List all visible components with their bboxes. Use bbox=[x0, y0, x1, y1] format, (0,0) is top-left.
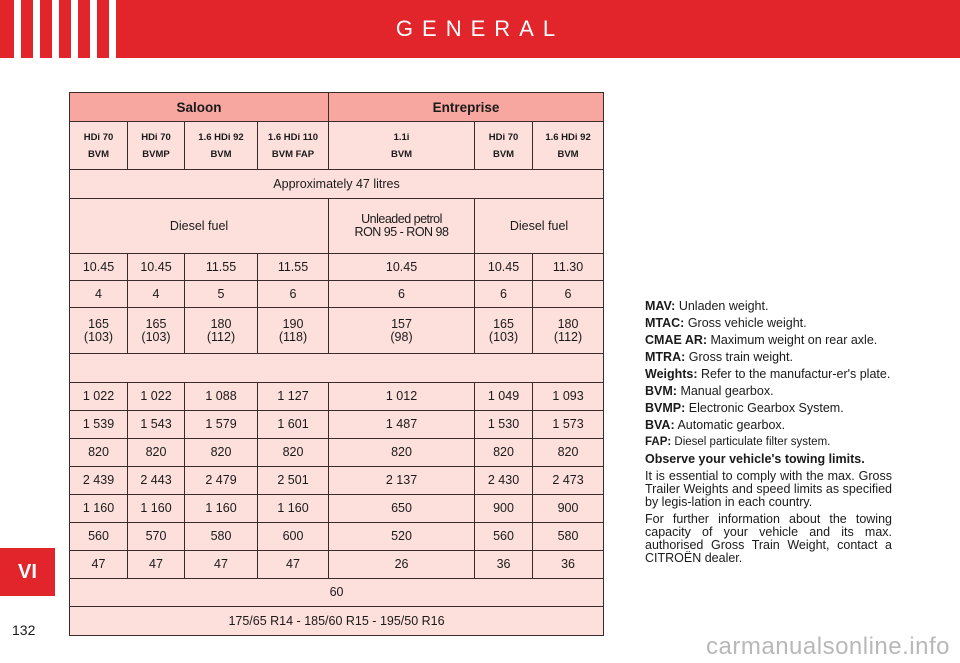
fuel-type-row bbox=[70, 199, 604, 254]
speed-cell: 157 (98) bbox=[329, 308, 475, 354]
speed-cell: 165 (103) bbox=[128, 308, 185, 354]
table-cell: 5 bbox=[185, 281, 258, 308]
table-cell: 47 bbox=[258, 551, 329, 579]
table-cell: 6 bbox=[475, 281, 533, 308]
table-cell: 36 bbox=[475, 551, 533, 579]
table-row bbox=[70, 383, 604, 411]
notes-panel bbox=[645, 300, 892, 569]
table-cell: 47 bbox=[128, 551, 185, 579]
table-row bbox=[70, 495, 604, 523]
fuel-capacity: Approximately 47 litres bbox=[70, 170, 604, 199]
note-bvm: BVM: Manual gearbox. bbox=[645, 384, 774, 398]
table-cell: 900 bbox=[533, 495, 604, 523]
table-cell: 1 601 bbox=[258, 411, 329, 439]
table-cell: 1 022 bbox=[128, 383, 185, 411]
table-cell: 10.45 bbox=[128, 254, 185, 281]
table-cell: 11.55 bbox=[185, 254, 258, 281]
model-header-row bbox=[70, 122, 604, 170]
table-cell: 600 bbox=[258, 523, 329, 551]
table-cell: 10.45 bbox=[70, 254, 128, 281]
fuel-type-diesel: Diesel fuel bbox=[70, 199, 329, 254]
table-cell: 820 bbox=[185, 439, 258, 467]
table-cell: 1 022 bbox=[70, 383, 128, 411]
table-cell: 1 487 bbox=[329, 411, 475, 439]
table-cell: 570 bbox=[128, 523, 185, 551]
table-cell: 47 bbox=[70, 551, 128, 579]
table-row bbox=[70, 579, 604, 607]
watermark: carmanualsonline.info bbox=[706, 633, 950, 660]
note-mtac: MTAC: Gross vehicle weight. bbox=[645, 316, 807, 330]
note-mtra: MTRA: Gross train weight. bbox=[645, 350, 793, 364]
table-cell: 4 bbox=[128, 281, 185, 308]
note-bva: BVA: Automatic gearbox. bbox=[645, 418, 786, 432]
table-cell: 36 bbox=[533, 551, 604, 579]
table-cell: 11.55 bbox=[258, 254, 329, 281]
table-cell: 1 543 bbox=[128, 411, 185, 439]
towing-paragraph: For further information about the towing capacity of your vehicle and its max. authorised Gross Train Weight, contact a CITROËN dealer. bbox=[645, 512, 892, 565]
group-saloon: Saloon bbox=[70, 93, 329, 122]
table-cell: 1 160 bbox=[128, 495, 185, 523]
towing-heading: Observe your vehicle's towing limits. bbox=[645, 452, 865, 466]
page-number: 132 bbox=[12, 622, 36, 638]
table-cell: 1 539 bbox=[70, 411, 128, 439]
table-row bbox=[70, 411, 604, 439]
table-row bbox=[70, 523, 604, 551]
table-cell: 900 bbox=[475, 495, 533, 523]
table-cell: 26 bbox=[329, 551, 475, 579]
table-cell: 6 bbox=[258, 281, 329, 308]
table-cell: 2 137 bbox=[329, 467, 475, 495]
fuel-capacity-row bbox=[70, 170, 604, 199]
speed-cell: 165 (103) bbox=[475, 308, 533, 354]
tyres-row bbox=[70, 607, 604, 636]
speed-cell: 190 (118) bbox=[258, 308, 329, 354]
table-cell: 650 bbox=[329, 495, 475, 523]
table-cell: 2 430 bbox=[475, 467, 533, 495]
header-bar bbox=[0, 0, 960, 58]
table-cell: 4 bbox=[70, 281, 128, 308]
table-cell: 60 bbox=[70, 579, 604, 607]
table-row bbox=[70, 439, 604, 467]
model-cell: 1.6 HDi 92 BVM bbox=[185, 122, 258, 170]
table-cell: 10.45 bbox=[329, 254, 475, 281]
table-cell: 10.45 bbox=[475, 254, 533, 281]
table-cell: 1 012 bbox=[329, 383, 475, 411]
table-cell: 1 049 bbox=[475, 383, 533, 411]
note-fap: FAP: Diesel particulate filter system. bbox=[645, 436, 831, 448]
table-cell: 820 bbox=[128, 439, 185, 467]
table-row bbox=[70, 254, 604, 281]
table-cell: 6 bbox=[533, 281, 604, 308]
speed-row bbox=[70, 308, 604, 354]
table-cell: 2 473 bbox=[533, 467, 604, 495]
table-cell: 820 bbox=[533, 439, 604, 467]
model-cell: 1.1i BVM bbox=[329, 122, 475, 170]
fuel-type-petrol: Unleaded petrol RON 95 - RON 98 bbox=[329, 199, 475, 254]
table-cell: 580 bbox=[533, 523, 604, 551]
empty-row bbox=[70, 354, 604, 383]
note-weights: Weights: Refer to the manufactur-er's plate. bbox=[645, 367, 891, 381]
model-cell: HDi 70 BVM bbox=[475, 122, 533, 170]
table-cell: 560 bbox=[475, 523, 533, 551]
model-cell: 1.6 HDi 92 BVM bbox=[533, 122, 604, 170]
table-cell: 580 bbox=[185, 523, 258, 551]
group-header-row bbox=[70, 93, 604, 122]
table-row bbox=[70, 281, 604, 308]
page-title: GENERAL bbox=[395, 16, 565, 41]
table-cell: 2 439 bbox=[70, 467, 128, 495]
table-cell: 6 bbox=[329, 281, 475, 308]
speed-cell: 180 (112) bbox=[533, 308, 604, 354]
table-row bbox=[70, 467, 604, 495]
table-cell: 820 bbox=[258, 439, 329, 467]
table-cell: 1 573 bbox=[533, 411, 604, 439]
table-cell: 1 579 bbox=[185, 411, 258, 439]
section-tab: VI bbox=[0, 548, 55, 596]
table-cell: 1 160 bbox=[185, 495, 258, 523]
table-cell: 2 479 bbox=[185, 467, 258, 495]
table-cell: 2 501 bbox=[258, 467, 329, 495]
empty-cell bbox=[70, 354, 604, 383]
note-cmae: CMAE AR: Maximum weight on rear axle. bbox=[645, 333, 878, 347]
table-cell: 1 530 bbox=[475, 411, 533, 439]
model-cell: HDi 70 BVM bbox=[70, 122, 128, 170]
table-cell: 820 bbox=[70, 439, 128, 467]
table-cell: 820 bbox=[475, 439, 533, 467]
table-row bbox=[70, 551, 604, 579]
table-cell: 1 093 bbox=[533, 383, 604, 411]
fuel-type-diesel: Diesel fuel bbox=[475, 199, 604, 254]
table-cell: 1 088 bbox=[185, 383, 258, 411]
group-entreprise: Entreprise bbox=[329, 93, 604, 122]
table-cell: 560 bbox=[70, 523, 128, 551]
note-mav: MAV: Unladen weight. bbox=[645, 299, 769, 313]
speed-cell: 180 (112) bbox=[185, 308, 258, 354]
table-cell: 47 bbox=[185, 551, 258, 579]
towing-paragraph: It is essential to comply with the max. Gross Trailer Weights and speed limits as specified by legis-lation in each country. bbox=[645, 469, 892, 509]
table-cell: 520 bbox=[329, 523, 475, 551]
table-cell: 820 bbox=[329, 439, 475, 467]
speed-cell: 165 (103) bbox=[70, 308, 128, 354]
table-cell: 1 160 bbox=[258, 495, 329, 523]
table-cell: 1 127 bbox=[258, 383, 329, 411]
tyre-sizes: 175/65 R14 - 185/60 R15 - 195/50 R16 bbox=[70, 607, 604, 636]
note-bvmp: BVMP: Electronic Gearbox System. bbox=[645, 401, 844, 415]
table-cell: 1 160 bbox=[70, 495, 128, 523]
table-cell: 2 443 bbox=[128, 467, 185, 495]
table-cell: 11.30 bbox=[533, 254, 604, 281]
spec-table bbox=[69, 92, 604, 636]
model-cell: 1.6 HDi 110 BVM FAP bbox=[258, 122, 329, 170]
model-cell: HDi 70 BVMP bbox=[128, 122, 185, 170]
